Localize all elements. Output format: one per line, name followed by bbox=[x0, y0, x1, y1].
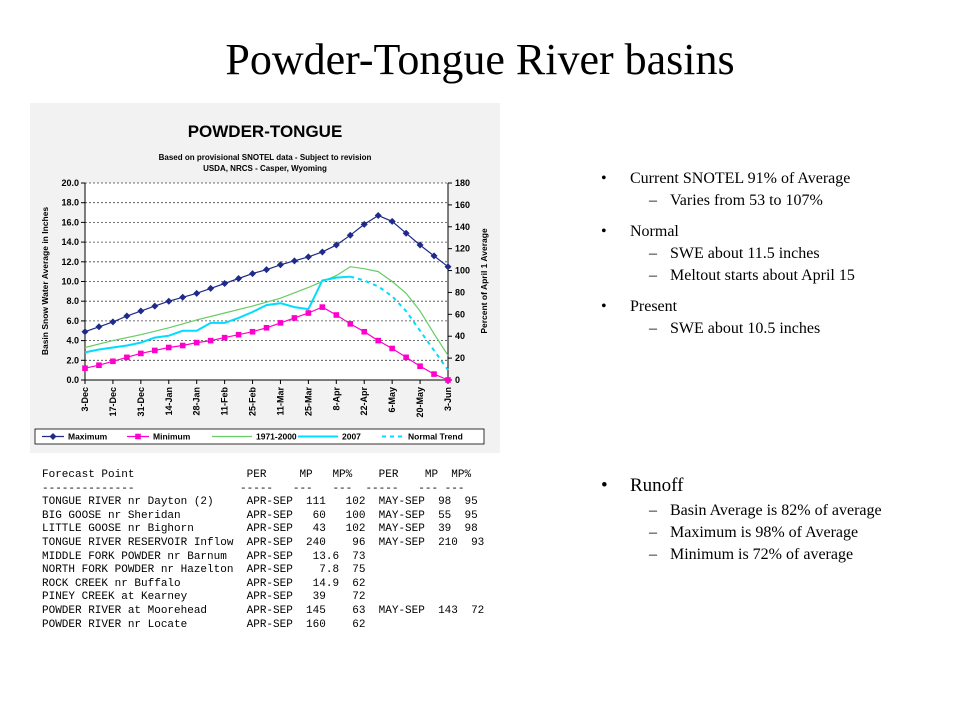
sub-bullet-dash: – bbox=[649, 192, 657, 209]
forecast-row: POWDER RIVER at Moorehead APR-SEP 145 63 MAY-SEP 143 72 bbox=[42, 604, 485, 617]
forecast-row: ROCK CREEK nr Buffalo APR-SEP 14.9 62 bbox=[42, 577, 366, 590]
data-point-minimum bbox=[334, 312, 340, 318]
forecast-row: PINEY CREEK at Kearney APR-SEP 39 72 bbox=[42, 591, 366, 604]
forecast-table bbox=[42, 469, 484, 632]
data-point-minimum bbox=[361, 329, 367, 335]
forecast-header: Forecast Point PER MP MP% PER MP MP% bbox=[42, 469, 472, 481]
sub-bullet-text: Minimum is 72% of average bbox=[670, 546, 854, 563]
legend-marker-minimum bbox=[135, 434, 141, 440]
chart-legend bbox=[35, 429, 484, 444]
legend-label-maximum: Maximum bbox=[68, 431, 108, 442]
data-point-minimum bbox=[292, 315, 298, 321]
y-tick-label: 10.0 bbox=[61, 276, 79, 287]
x-tick-label: 20-May bbox=[415, 387, 426, 418]
bullet-runoff bbox=[593, 475, 923, 497]
forecast-row: BIG GOOSE nr Sheridan APR-SEP 60 100 MAY-SEP 55 95 bbox=[42, 509, 478, 522]
data-point-minimum bbox=[138, 351, 144, 357]
data-point-minimum bbox=[306, 310, 312, 316]
data-point-minimum bbox=[347, 321, 353, 327]
snowpack-chart bbox=[30, 103, 500, 453]
bullet-present bbox=[593, 298, 923, 315]
data-point-minimum bbox=[208, 338, 214, 344]
y2-axis-label: Percent of April 1 Average bbox=[479, 228, 489, 334]
data-point-minimum bbox=[320, 304, 326, 310]
forecast-row: TONGUE RIVER nr Dayton (2) APR-SEP 111 102 MAY-SEP 98 95 bbox=[42, 496, 478, 509]
y-tick-label: 16.0 bbox=[61, 217, 79, 228]
bullet-runoff-text: Runoff bbox=[630, 475, 684, 496]
x-tick-label: 6-May bbox=[387, 387, 398, 413]
sub-bullet-text: Varies from 53 to 107% bbox=[670, 192, 823, 209]
data-point-minimum bbox=[222, 335, 228, 341]
bullet-dot: • bbox=[601, 170, 607, 187]
bullet-normal-text: Normal bbox=[630, 223, 679, 240]
sub-bullet-dash: – bbox=[649, 524, 657, 541]
legend-label-1971-2000: 1971-2000 bbox=[256, 431, 297, 442]
sub-bullet-runoff-max bbox=[593, 524, 923, 541]
y-tick-label: 0.0 bbox=[66, 375, 79, 385]
data-point-minimum bbox=[250, 329, 256, 335]
data-point-minimum bbox=[152, 348, 158, 354]
x-tick-label: 25-Feb bbox=[247, 387, 258, 417]
data-point-minimum bbox=[96, 362, 102, 368]
y2-tick-label: 40 bbox=[455, 331, 466, 342]
data-point-minimum bbox=[403, 355, 409, 361]
data-point-minimum bbox=[375, 338, 381, 344]
data-point-minimum bbox=[264, 325, 270, 331]
data-point-minimum bbox=[236, 332, 242, 338]
sub-bullet-snotel-range bbox=[593, 192, 923, 209]
plot-area bbox=[61, 178, 470, 418]
x-tick-label: 17-Dec bbox=[107, 387, 118, 417]
forecast-row: POWDER RIVER nr Locate APR-SEP 160 62 bbox=[42, 618, 366, 631]
sub-bullet-dash: – bbox=[649, 245, 657, 262]
y2-tick-label: 180 bbox=[455, 178, 471, 188]
slide-title: Powder-Tongue River basins bbox=[225, 35, 735, 84]
forecast-row: TONGUE RIVER RESERVOIR Inflow APR-SEP 240 96 MAY-SEP 210 93 bbox=[42, 536, 485, 549]
sub-bullet-dash: – bbox=[649, 320, 657, 337]
legend-label-minimum: Minimum bbox=[153, 431, 191, 442]
x-tick-label: 8-Apr bbox=[331, 387, 342, 411]
x-tick-label: 22-Apr bbox=[359, 387, 370, 416]
bullet-dot: • bbox=[601, 475, 608, 496]
legend-label-normal-trend: Normal Trend bbox=[408, 431, 463, 442]
y-tick-label: 14.0 bbox=[61, 237, 79, 248]
data-point-minimum bbox=[278, 320, 284, 326]
chart-title: POWDER-TONGUE bbox=[187, 122, 343, 141]
sub-bullet-text: Basin Average is 82% of average bbox=[670, 502, 882, 519]
forecast-row: MIDDLE FORK POWDER nr Barnum APR-SEP 13.6 73 bbox=[42, 550, 366, 563]
chart-subtitle-1: Based on provisional SNOTEL data - Subject to revision bbox=[158, 153, 372, 162]
sub-bullet-text: SWE about 10.5 inches bbox=[670, 320, 821, 337]
data-point-minimum bbox=[445, 377, 451, 383]
bullet-dot: • bbox=[601, 298, 607, 315]
data-point-minimum bbox=[124, 355, 130, 361]
legend-label-2007: 2007 bbox=[342, 431, 361, 442]
y-tick-label: 18.0 bbox=[61, 197, 79, 208]
y2-tick-label: 120 bbox=[455, 243, 471, 254]
data-point-minimum bbox=[389, 346, 395, 352]
y-tick-label: 4.0 bbox=[66, 335, 79, 346]
y-tick-label: 20.0 bbox=[61, 178, 79, 188]
y2-tick-label: 20 bbox=[455, 353, 466, 364]
data-point-minimum bbox=[180, 343, 186, 349]
x-tick-label: 25-Mar bbox=[303, 387, 314, 417]
y-tick-label: 8.0 bbox=[66, 296, 79, 307]
bullet-snotel-text: Current SNOTEL 91% of Average bbox=[630, 170, 851, 187]
sub-bullet-text: SWE about 11.5 inches bbox=[670, 245, 820, 262]
data-point-minimum bbox=[431, 371, 437, 377]
summary-bullets bbox=[593, 170, 923, 337]
sub-bullet-runoff-avg bbox=[593, 502, 923, 519]
runoff-bullets bbox=[593, 475, 923, 563]
x-tick-label: 14-Jan bbox=[163, 387, 174, 416]
bullet-present-text: Present bbox=[630, 298, 678, 315]
x-tick-label: 31-Dec bbox=[135, 387, 146, 417]
data-point-minimum bbox=[110, 358, 116, 364]
data-point-minimum bbox=[166, 345, 172, 351]
sub-bullet-text: Meltout starts about April 15 bbox=[670, 267, 855, 284]
sub-bullet-dash: – bbox=[649, 546, 657, 563]
x-tick-label: 28-Jan bbox=[191, 387, 202, 416]
x-tick-label: 3-Dec bbox=[80, 387, 90, 412]
forecast-row: LITTLE GOOSE nr Bighorn APR-SEP 43 102 MAY-SEP 39 98 bbox=[42, 523, 478, 536]
y-axis-label: Basin Snow Water Average in Inches bbox=[40, 206, 50, 356]
sub-bullet-dash: – bbox=[649, 502, 657, 519]
y2-tick-label: 60 bbox=[455, 309, 466, 320]
sub-bullet-normal-swe bbox=[593, 245, 923, 262]
forecast-rule: -------------- ----- --- --- ----- --- --- bbox=[42, 482, 465, 495]
x-tick-label: 11-Mar bbox=[275, 387, 286, 416]
y2-tick-label: 100 bbox=[455, 265, 471, 276]
bullet-normal bbox=[593, 223, 923, 240]
y2-tick-label: 160 bbox=[455, 199, 471, 210]
sub-bullet-runoff-min bbox=[593, 546, 923, 563]
sub-bullet-dash: – bbox=[649, 267, 657, 284]
y2-tick-label: 140 bbox=[455, 221, 471, 232]
x-tick-label: 11-Feb bbox=[219, 387, 230, 416]
y2-tick-label: 80 bbox=[455, 287, 466, 298]
sub-bullet-text: Maximum is 98% of Average bbox=[670, 524, 859, 541]
y2-tick-label: 0 bbox=[455, 375, 461, 385]
bullet-dot: • bbox=[601, 223, 607, 240]
data-point-minimum bbox=[82, 365, 88, 371]
y-tick-label: 2.0 bbox=[66, 355, 79, 366]
chart-subtitle-2: USDA, NRCS - Casper, Wyoming bbox=[203, 164, 327, 173]
forecast-row: NORTH FORK POWDER nr Hazelton APR-SEP 7.8 75 bbox=[42, 564, 366, 577]
bullet-snotel bbox=[593, 170, 923, 187]
y-tick-label: 6.0 bbox=[66, 315, 79, 326]
sub-bullet-present-swe bbox=[593, 320, 923, 337]
data-point-minimum bbox=[194, 340, 200, 346]
x-tick-label: 3-Jun bbox=[443, 387, 453, 412]
sub-bullet-normal-meltout bbox=[593, 267, 923, 284]
data-point-minimum bbox=[417, 363, 423, 369]
chart-canvas bbox=[30, 103, 500, 453]
y-tick-label: 12.0 bbox=[61, 256, 79, 267]
